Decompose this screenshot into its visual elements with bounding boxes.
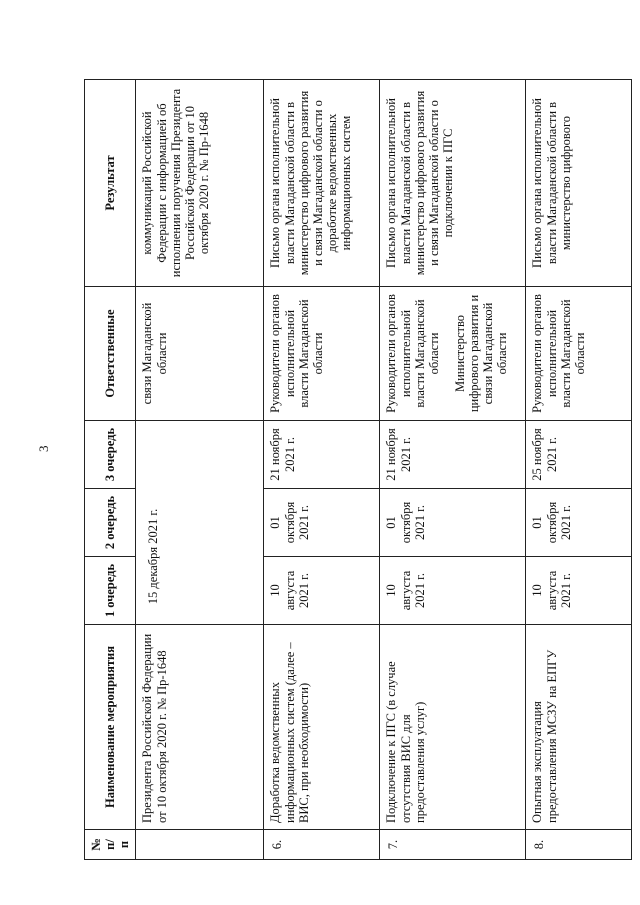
row-result: Письмо органа исполнительной власти Магаданской области в министерство цифрового развития и связи Магаданской области о доработке ведомственных информационных систем [264,80,380,287]
header-result: Результат [85,80,136,287]
row-q1: 10 августа 2021 г. [264,557,380,625]
row-num [136,830,264,860]
row-responsible-secondary: Министерство цифрового развития и связи Магаданской области [452,294,510,413]
header-q2: 2 очередь [85,489,136,557]
row-num: 6. [264,830,380,860]
row-name: Доработка ведомственных информационных систем (далее – ВИС, при необходимости) [264,625,380,830]
row-responsible-cell [380,287,526,421]
row-num: 8. [526,830,632,860]
header-q3: 3 очередь [85,421,136,489]
row-responsible: связи Магаданской области [136,287,264,421]
row-responsible: Руководители органов исполнительной власти Магаданской области [384,294,441,413]
row-responsible: Руководители органов исполнительной власти Магаданской области [526,287,632,421]
header-q1: 1 очередь [85,557,136,625]
header-responsible: Ответственные [85,287,136,421]
table-row [136,80,264,860]
row-q1: 10 августа 2021 г. [526,557,632,625]
rotated-table-container [84,80,604,860]
activities-table [84,79,632,860]
row-q2: 01 октября 2021 г. [526,489,632,557]
row-merged-date: 15 декабря 2021 г. [136,489,264,625]
row-name: Подключение к ПГС (в случае отсутствия ВИС для предоставления услуг) [380,625,526,830]
row-q2: 01 октября 2021 г. [380,489,526,557]
row-responsible: Руководители органов исполнительной власти Магаданской области [264,287,380,421]
table-header-row [85,80,136,860]
table-row [380,80,526,860]
row-q3: 21 ноября 2021 г. [264,421,380,489]
row-q2: 01 октября 2021 г. [264,489,380,557]
table-row [264,80,380,860]
row-num: 7. [380,830,526,860]
row-q3: 25 ноября 2021 г. [526,421,632,489]
row-result: коммуникаций Российской Федерации с информацией об исполнении поручения Президента Российской Федерации от 10 октября 2020 г. № Пр-1648 [136,80,264,287]
row-name: Президента Российской Федерации от 10 октября 2020 г. № Пр-1648 [136,625,264,830]
page-number: 3 [36,445,51,452]
header-name: Наименование мероприятия [85,625,136,830]
table-row [526,80,632,860]
header-num: № п/п [85,830,136,860]
row-result: Письмо органа исполнительной власти Магаданской области в министерство цифрового развития и связи Магаданской области о подключении к ПГС [380,80,526,287]
row-name: Опытная эксплуатация предоставления МСЗУ на ЕПГУ [526,625,632,830]
row-result: Письмо органа исполнительной власти Магаданской области в министерство цифрового [526,80,632,287]
row-q3-empty [136,421,264,489]
row-q3: 21 ноября 2021 г. [380,421,526,489]
row-q1: 10 августа 2021 г. [380,557,526,625]
